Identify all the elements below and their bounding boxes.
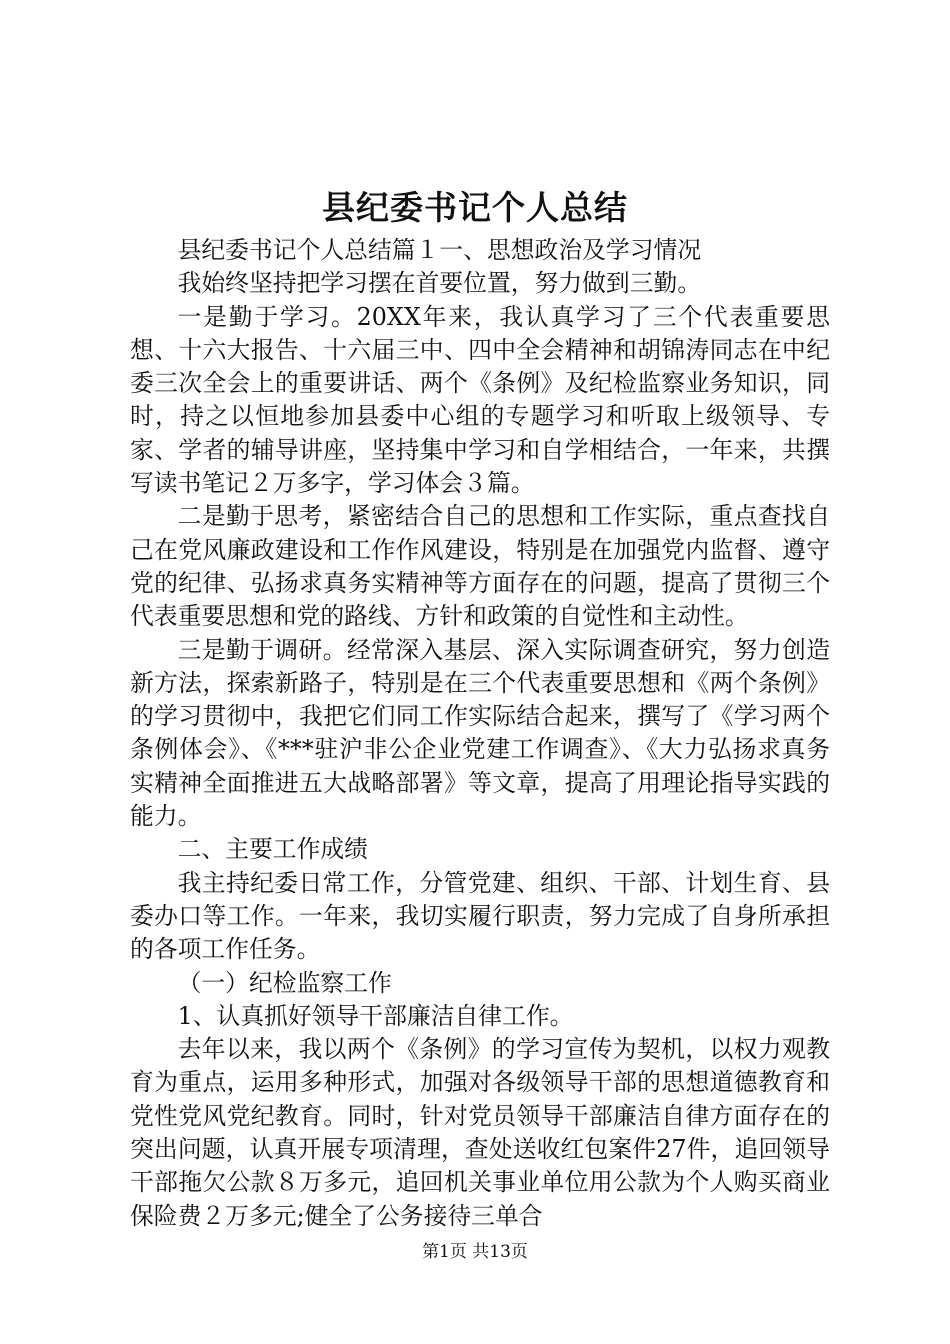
page-number: 第1页 共13页 xyxy=(422,1242,528,1262)
paragraph: 县纪委书记个人总结篇１一、思想政治及学习情况 xyxy=(177,236,702,264)
section-heading: 二、主要工作成绩 xyxy=(177,835,368,864)
document-body xyxy=(130,234,830,1233)
document-title: 县纪委书记个人总结 xyxy=(322,188,628,227)
paragraph: 一是勤于学习。20XX年来，我认真学习了三个代表重要思想、十六大报告、十六届三中、四中全会精神和胡锦涛同志在中纪委三次全会上的重要讲话、两个《条例》及纪检监察业务知识，同时，持之以恒地参加县委中心组的专题学习和听取上级领导、专家、学者的辅导讲座，坚持集中学习和自学相结合，一年来，共撰写读书笔记２万多字，学习体会３篇。 xyxy=(130,302,830,498)
paragraph: 三是勤于调研。经常深入基层、深入实际调查研究，努力创造新方法，探索新路子，特别是在三个代表重要思想和《两个条例》的学习贯彻中，我把它们同工作实际结合起来，撰写了《学习两个条例体会》、《***驻沪非公企业党建工作调查》、《大力弘扬求真务实精神全面推进五大战略部署》等文章，提高了用理论指导实践的能力。 xyxy=(130,635,830,831)
paragraph: 二是勤于思考，紧密结合自己的思想和工作实际，重点查找自己在党风廉政建设和工作作风建设，特别是在加强党内监督、遵守党的纪律、弘扬求真务实精神等方面存在的问题，提高了贯彻三个代表重要思想和党的路线、方针和政策的自觉性和主动性。 xyxy=(130,502,830,631)
paragraph: 我始终坚持把学习摆在首要位置，努力做到三勤。 xyxy=(177,269,702,298)
paragraph: 去年以来，我以两个《条例》的学习宣传为契机，以权力观教育为重点，运用多种形式，加强对各级领导干部的思想道德教育和党性党风党纪教育。同时，针对党员领导干部廉洁自律方面存在的突出问题，认真开展专项清理，查处送收红包案件27件，追回领导干部拖欠公款８万多元，追回机关事业单位用公款为个人购买商业保险费２万多元;健全了公务接待三单合 xyxy=(130,1035,830,1230)
item-heading: 1、认真抓好领导干部廉洁自律工作。 xyxy=(177,1001,574,1030)
paragraph: 我主持纪委日常工作，分管党建、组织、干部、计划生育、县委办口等工作。一年来，我切实履行职责，努力完成了自身所承担的各项工作任务。 xyxy=(130,868,830,964)
subsection-heading: （一）纪检监察工作 xyxy=(177,968,392,997)
